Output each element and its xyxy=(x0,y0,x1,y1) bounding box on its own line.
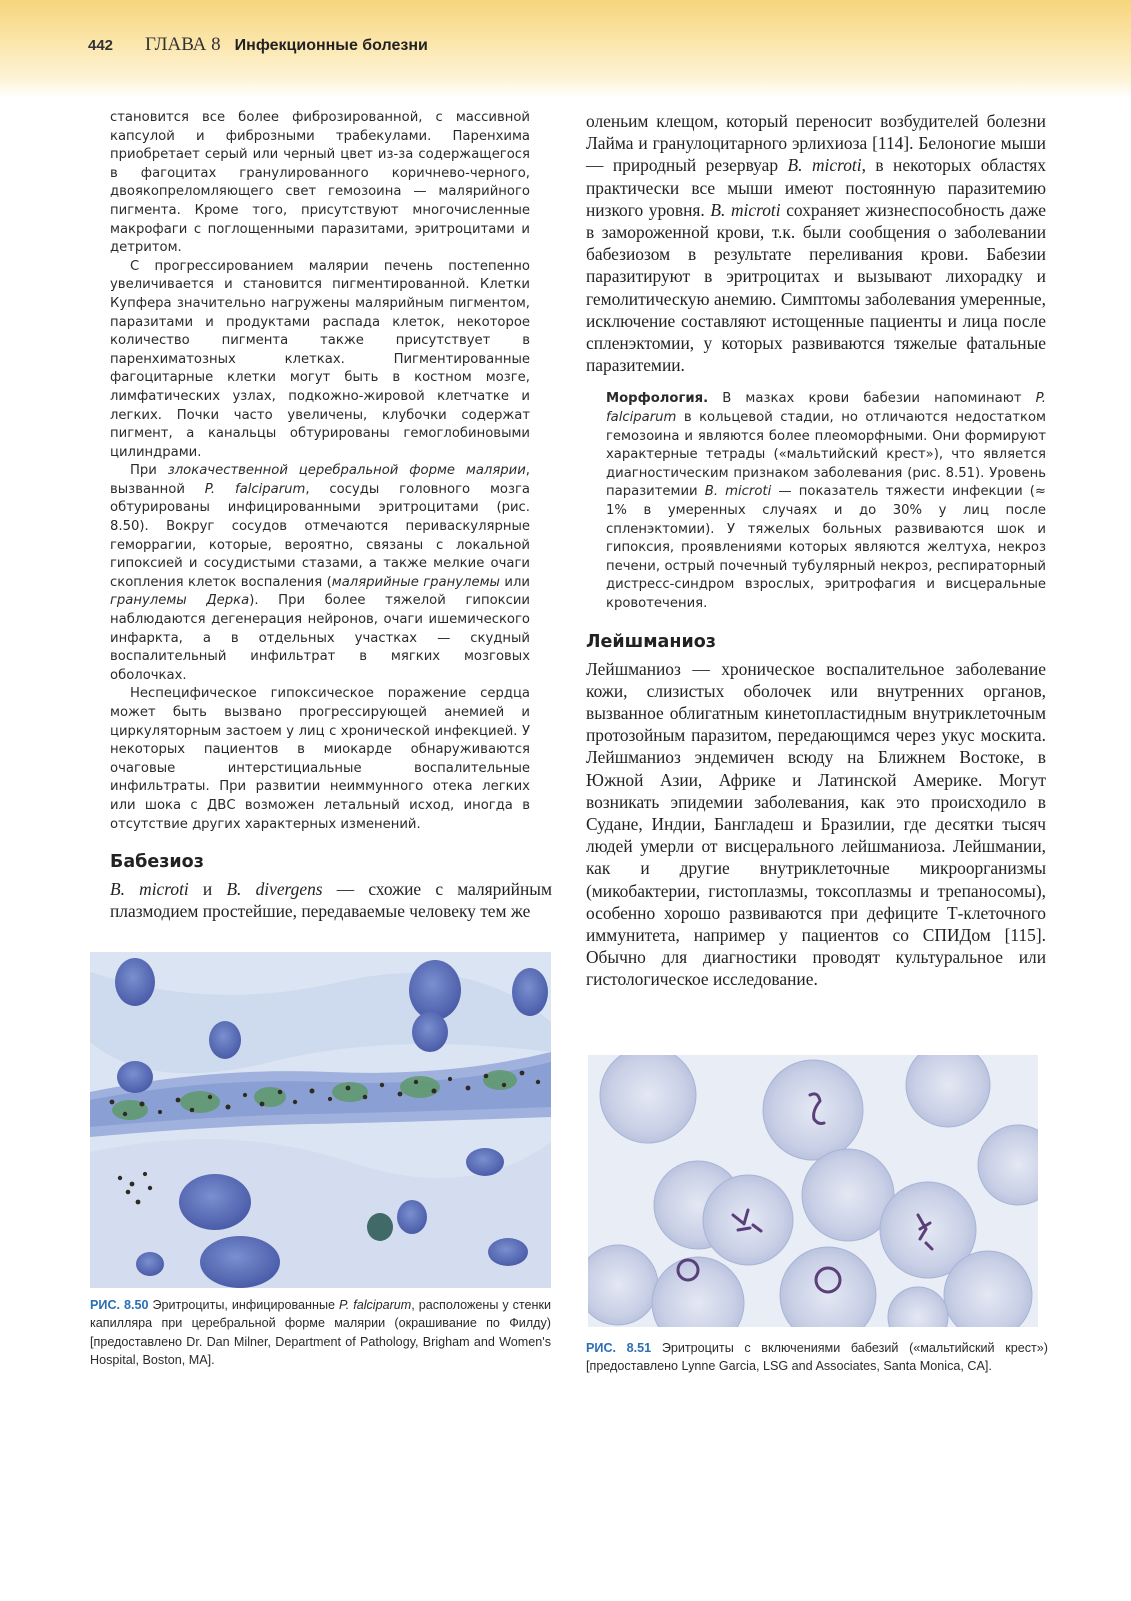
figure-8-51-caption: РИС. 8.51 Эритроциты с включениями бабезий («мальтийский крест») [предоставлено Lynne Garcia, LSG and Associates, Santa Monica, CA]. xyxy=(586,1341,1048,1374)
left-column xyxy=(110,109,552,923)
chapter-number: ГЛАВА 8 xyxy=(145,34,221,55)
paragraph-babesiosis-transmission: оленьим клещом, который переносит возбудителей болезни Лайма и гранулоцитарного эрлихиоза [114]. Белоногие мыши — природный резервуар B. microti, в некоторых областях практически все мыши имеют постоянную паразитемию низкого уровня. B. microti сохраняет жизнеспособность даже в замороженной крови, т.к. были сообщения о заболевании бабезиозом в результате переливания крови. Бабезии паразитируют в эритроцитах и вызывают лихорадку и гемолитическую анемию. Симптомы заболевания умеренные, исключение составляют истощенные пациенты и лица после спленэктомии, у которых развиваются тяжелые фатальные паразитемии. xyxy=(586,111,1046,376)
figure-8-51-label: РИС. 8.51 xyxy=(586,1341,652,1355)
figure-8-51-micrograph xyxy=(588,1055,1038,1327)
right-column xyxy=(586,110,1046,991)
paragraph-babesiosis-intro: B. microti и B. divergens — схожие с малярийным плазмодием простейшие, передаваемые человеку тем же xyxy=(110,879,552,922)
morphology-block xyxy=(606,390,1046,613)
page-number: 442 xyxy=(88,37,114,54)
heading-leishmaniasis: Лейшманиоз xyxy=(586,631,716,652)
running-header xyxy=(88,34,428,60)
paragraph-leishmaniasis: Лейшманиоз — хроническое воспалительное заболевание кожи, слизистых оболочек или внутренних органов, вызванное облигатным кинетопластидным внутриклеточным протозойным паразитом, передающимся через укус москита. Лейшманиоз эндемичен всюду на Ближнем Востоке, в Южной Азии, Африке и Латинской Америке. Могут возникать эпидемии заболевания, как это происходило в Судане, Индии, Бангладеш и Бразилии, где десятки тысяч людей умерли от висцерального лейшманиоза. Лейшмании, как и другие внутриклеточные микроорганизмы (микобактерии, гистоплазмы, токсоплазмы и трепаносомы), особенно хорошо развиваются при дефиците Т-клеточного иммунитета, например у пациентов со СПИДом [115]. Обычно для диагностики проводят культуральное или гистологическое исследование. xyxy=(586,658,1046,990)
paragraph-liver-fibrosis: становится все более фиброзированной, с массивной капсулой и фиброзными трабекулами. Паренхима приобретает серый или черный цвет из-за содержащегося в фагоцитах гранулированного коричнево-черного, двоякопреломляющего свет гемозоина — малярийного пигмента. Кроме того, присутствуют многочисленные макрофаги с поглощенными паразитами, эритроцитами и детритом. xyxy=(110,110,530,256)
heading-babesiosis: Бабезиоз xyxy=(110,852,204,873)
paragraph-heart-damage: Неспецифическое гипоксическое поражение сердца может быть вызвано прогрессирующей анемией и циркуляторным застоем у лиц с хронической инфекцией. У некоторых пациентов в миокарде обнаруживаются очаговые интерстициальные воспалительные инфильтраты. При развитии неиммунного отека легких или шока с ДВС возможен летальный исход, иногда в отсутствие других характерных изменений. xyxy=(110,686,530,832)
figure-8-50-micrograph xyxy=(90,952,551,1288)
figure-8-50-label: РИС. 8.50 xyxy=(90,1298,149,1312)
paragraph-morphology: Морфология. В мазках крови бабезии напоминают P. falciparum в кольцевой стадии, но отличаются недостатком гемозоина и являются более плеоморфными. Они формируют характерные тетрады («мальтийский крест»), что является диагностическим признаком заболевания (рис. 8.51). Уровень паразитемии B. microti — показатель тяжести инфекции (≈ 1% в умеренных случаях и до 30% у лиц после спленэктомии). У тяжелых больных развиваются шок и гипоксия, проявлениями которых являются желтуха, некроз печени, острый почечный тубулярный некроз, респираторный дистресс-синдром взрослых, эритрофагия и висцеральные кровотечения. xyxy=(606,391,1046,611)
morphology-label: Морфология. xyxy=(606,391,709,407)
figure-8-50-caption: РИС. 8.50 Эритроциты, инфицированные P. falciparum, расположены у стенки капилляра при церебральной форме малярии (окрашивание по Филду) [предоставлено Dr. Dan Milner, Department of Pathology, Brigham and Women's Hospital, Boston, MA]. xyxy=(90,1298,552,1368)
paragraph-liver-pigment: С прогрессированием малярии печень постепенно увеличивается и становится пигментированной. Клетки Купфера значительно нагружены малярийным пигментом, паразитами и продуктами распада клеток, некоторое количество пигмента также присутствует в паренхиматозных клетках. Пигментированные фагоцитарные клетки могут быть в костном мозге, лимфатических узлах, подкожно-жировой клетчатке и легких. Почки часто увеличены, клубочки содержат пигмент, а канальцы обтурированы гемоглобиновыми цилиндрами. xyxy=(110,258,530,460)
paragraph-cerebral-malaria: При злокачественной церебральной форме малярии, вызванной P. falciparum, сосуды головного мозга обтурированы инфицированными эритроцитами (рис. 8.50). Вокруг сосудов отмечаются периваскулярные геморрагии, которые, вероятно, связаны с локальной гипоксией и сосудистыми стазами, а также мелкие очаги скопления клеток воспаления (малярийные гранулемы или гранулемы Дерка). При более тяжелой гипоксии наблюдаются дегенерация нейронов, очаги ишемического инфаркта, а в отдельных участках — скудный воспалительный инфильтрат в мягких мозговых оболочках. xyxy=(110,463,531,683)
chapter-title: Инфекционные болезни xyxy=(234,37,428,54)
